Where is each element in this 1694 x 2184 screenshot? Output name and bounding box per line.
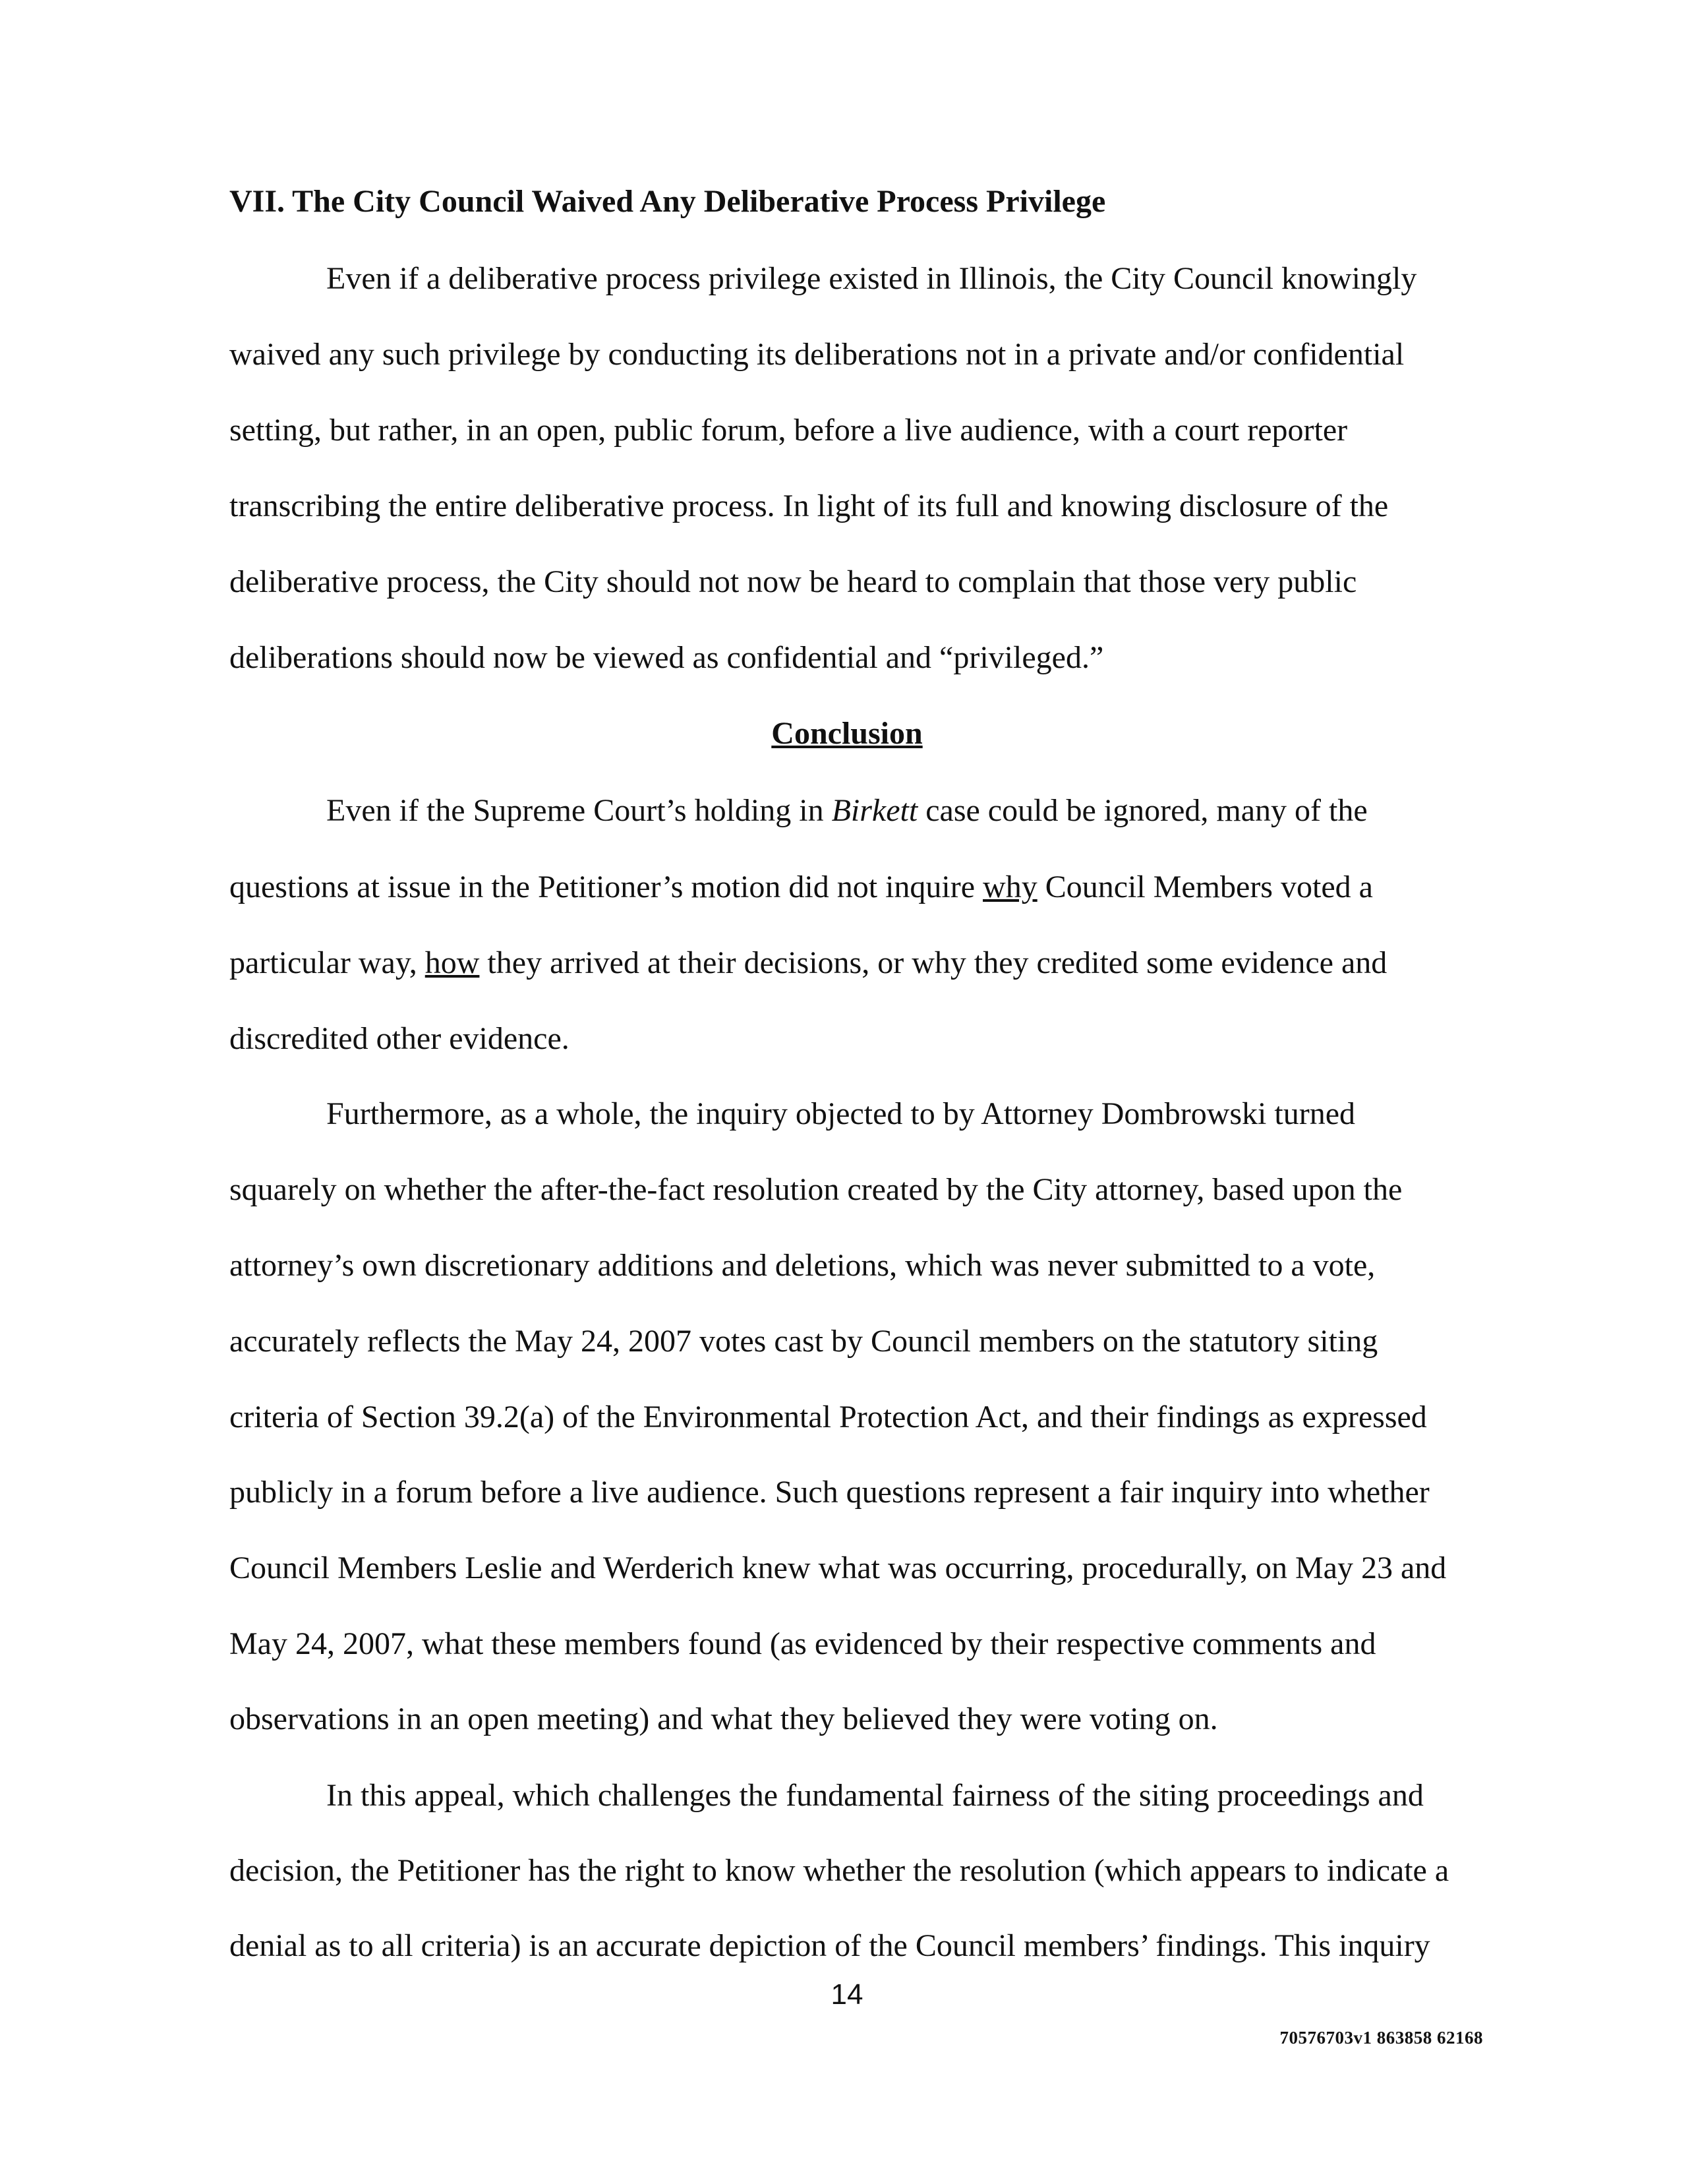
emphasis-how: how (424, 945, 480, 980)
paragraph-4-line-3: denial as to all criteria) is an accurate depiction of the Council members’ findings. This inquiry (229, 1928, 1430, 1963)
paragraph-1-line-2: waived any such privilege by conducting its deliberations not in a private and/or confidential (229, 337, 1405, 372)
paragraph-3-line-4: accurately reflects the May 24, 2007 votes cast by Council members on the statutory siting (229, 1324, 1378, 1359)
emphasis-why: why (983, 870, 1037, 904)
paragraph-3-line-1: Furthermore, as a whole, the inquiry objected to by Attorney Dombrowski turned (326, 1096, 1356, 1131)
paragraph-2-line-1-after: case could be ignored, many of the (918, 793, 1368, 828)
paragraph-2-line-3-before: particular way, (229, 945, 425, 980)
paragraph-3-line-2: squarely on whether the after-the-fact resolution created by the City attorney, based upon the (229, 1172, 1403, 1207)
paragraph-1-line-4: transcribing the entire deliberative process. In light of its full and knowing disclosure of the (229, 488, 1389, 523)
paragraph-2-line-3 (229, 945, 1387, 982)
paragraph-2-line-4: discredited other evidence. (229, 1021, 570, 1056)
paragraph-1-line-6: deliberations should now be viewed as confidential and “privileged.” (229, 640, 1104, 675)
paragraph-4-line-1: In this appeal, which challenges the fundamental fairness of the siting proceedings and (326, 1778, 1424, 1813)
paragraph-3-line-9: observations in an open meeting) and what they believed they were voting on. (229, 1701, 1218, 1736)
paragraph-3-line-6: publicly in a forum before a live audience. Such questions represent a fair inquiry into whether (229, 1475, 1430, 1510)
page-number: 14 (831, 1978, 863, 2011)
paragraph-1-line-3: setting, but rather, in an open, public forum, before a live audience, with a court reporter (229, 413, 1348, 448)
paragraph-2-line-3-after: they arrived at their decisions, or why they credited some evidence and (479, 945, 1387, 980)
conclusion-title: Conclusion (771, 716, 923, 751)
paragraph-1-line-1: Even if a deliberative process privilege existed in Illinois, the City Council knowingly (326, 261, 1417, 296)
paragraph-2-line-2-after: Council Members voted a (1037, 870, 1373, 904)
paragraph-4-line-2: decision, the Petitioner has the right to know whether the resolution (which appears to indicate a (229, 1853, 1449, 1888)
paragraph-1-line-5: deliberative process, the City should not now be heard to complain that those very public (229, 564, 1357, 599)
paragraph-3-line-3: attorney’s own discretionary additions and deletions, which was never submitted to a vote, (229, 1248, 1376, 1283)
case-name-birkett: Birkett (831, 793, 918, 828)
paragraph-2-line-1-before: Even if the Supreme Court’s holding in (326, 793, 832, 828)
document-id: 70576703v1 863858 62168 (1279, 2028, 1483, 2048)
paragraph-2-line-1 (326, 792, 1368, 829)
paragraph-2-line-2 (229, 869, 1373, 906)
paragraph-2-line-2-before: questions at issue in the Petitioner’s motion did not inquire (229, 870, 983, 904)
paragraph-3-line-8: May 24, 2007, what these members found (as evidenced by their respective comments and (229, 1626, 1376, 1661)
section-heading: VII. The City Council Waived Any Deliberative Process Privilege (229, 184, 1106, 219)
paragraph-3-line-7: Council Members Leslie and Werderich knew what was occurring, procedurally, on May 23 and (229, 1550, 1447, 1585)
paragraph-3-line-5: criteria of Section 39.2(a) of the Environmental Protection Act, and their findings as expressed (229, 1400, 1427, 1434)
